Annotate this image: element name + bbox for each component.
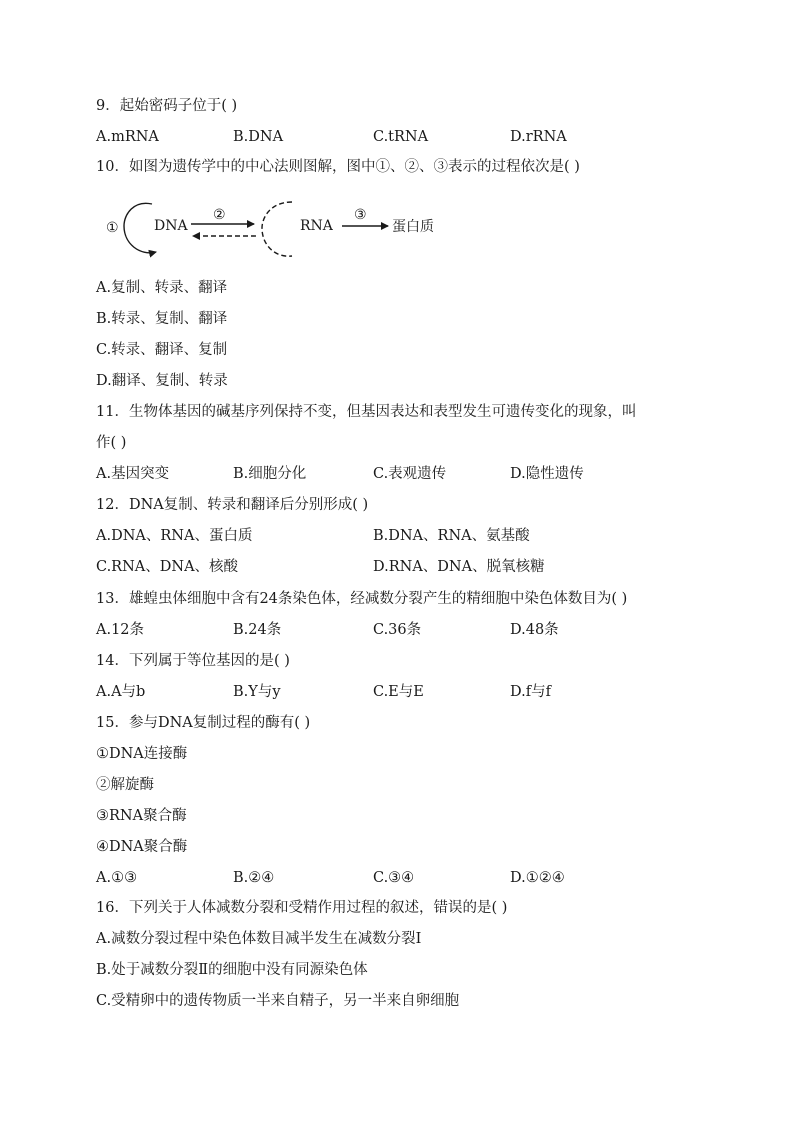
question-12-stem: 12．DNA复制、转录和翻译后分别形成( )	[96, 497, 369, 513]
option-b: B.DNA、RNA、氨基酸	[373, 528, 530, 544]
central-dogma-diagram	[96, 190, 456, 265]
dna-label: DNA	[154, 218, 188, 234]
option-d: D.48条	[510, 622, 559, 638]
protein-label: 蛋白质	[392, 219, 434, 235]
question-10-stem: 10．如图为遗传学中的中心法则图解，图中①、②、③表示的过程依次是( )	[96, 159, 580, 175]
rna-replication-loop	[262, 202, 292, 256]
option-c: C.表观遗传	[373, 466, 447, 482]
option-d: D.f与f	[510, 684, 551, 700]
question-15-options	[96, 868, 736, 888]
question-16-option-b: B.处于减数分裂Ⅱ的细胞中没有同源染色体	[96, 962, 368, 978]
option-b: B.②④	[233, 870, 275, 886]
option-a: A.12条	[96, 622, 145, 638]
option-a: A.基因突变	[96, 466, 170, 482]
option-c: C.E与E	[373, 684, 424, 700]
question-13-options	[96, 620, 736, 640]
question-16-option-c: C.受精卵中的遗传物质一半来自精子，另一半来自卵细胞	[96, 993, 460, 1009]
question-10-option-d: D.翻译、复制、转录	[96, 373, 228, 389]
option-d: D.rRNA	[510, 129, 567, 145]
option-d: D.RNA、DNA、脱氧核糖	[373, 559, 545, 575]
option-c: C.tRNA	[373, 129, 429, 145]
option-a: A.A与b	[96, 684, 146, 700]
option-c: C.③④	[373, 870, 415, 886]
question-15-item-2: ②解旋酶	[96, 777, 154, 793]
option-a: A.①③	[96, 870, 138, 886]
question-11-options	[96, 464, 736, 484]
option-c: C.RNA、DNA、核酸	[96, 559, 239, 575]
question-12-options-row2	[96, 557, 736, 577]
question-9-options	[96, 127, 736, 147]
question-14-stem: 14．下列属于等位基因的是( )	[96, 653, 290, 669]
question-10-option-a: A.复制、转录、翻译	[96, 280, 228, 296]
option-d: D.①②④	[510, 870, 565, 886]
option-a: A.mRNA	[96, 129, 159, 145]
circle-2-label: ②	[213, 207, 226, 223]
replication-loop	[124, 203, 156, 252]
option-c: C.36条	[373, 622, 422, 638]
question-14-options	[96, 682, 736, 702]
question-15-item-1: ①DNA连接酶	[96, 746, 188, 762]
question-9-stem: 9．起始密码子位于( )	[96, 98, 238, 114]
question-12-options-row1	[96, 526, 736, 546]
question-15-item-3: ③RNA聚合酶	[96, 808, 187, 824]
option-b: B.细胞分化	[233, 466, 307, 482]
rna-label: RNA	[300, 218, 333, 234]
question-16-option-a: A.减数分裂过程中染色体数目减半发生在减数分裂Ⅰ	[96, 931, 422, 947]
question-10-option-c: C.转录、翻译、复制	[96, 342, 228, 358]
option-d: D.隐性遗传	[510, 466, 584, 482]
option-b: B.24条	[233, 622, 282, 638]
circle-3-label: ③	[354, 207, 367, 223]
question-15-stem: 15．参与DNA复制过程的酶有( )	[96, 715, 311, 731]
question-11-stem-line2: 作( )	[96, 435, 127, 451]
option-b: B.Y与y	[233, 684, 281, 700]
question-10-option-b: B.转录、复制、翻译	[96, 311, 228, 327]
question-13-stem: 13．雄蝗虫体细胞中含有24条染色体，经减数分裂产生的精细胞中染色体数目为( )	[96, 591, 628, 607]
option-a: A.DNA、RNA、蛋白质	[96, 528, 253, 544]
question-11-stem-line1: 11．生物体基因的碱基序列保持不变，但基因表达和表型发生可遗传变化的现象，叫	[96, 404, 637, 420]
question-16-stem: 16．下列关于人体减数分裂和受精作用过程的叙述，错误的是( )	[96, 900, 508, 916]
option-b: B.DNA	[233, 129, 284, 145]
question-15-item-4: ④DNA聚合酶	[96, 839, 188, 855]
circle-1-label: ①	[106, 220, 119, 236]
